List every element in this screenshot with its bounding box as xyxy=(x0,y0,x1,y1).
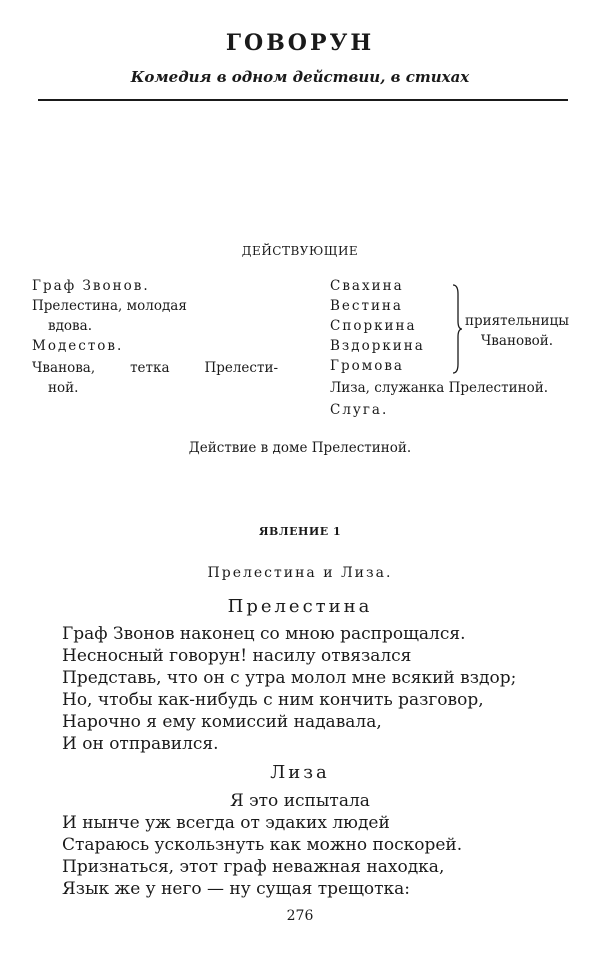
cast-chvanova-cont: ной. xyxy=(48,380,79,396)
verse-line: И нынче уж всегда от эдаких людей xyxy=(62,813,390,833)
friends-note-line-2: Чвановой. xyxy=(480,333,554,349)
verse-line: Признаться, этот граф неважная находка, xyxy=(62,857,445,877)
verse-line: Несносный говорун! насилу отвязался xyxy=(62,646,412,666)
verse-line: Нарочно я ему комиссий надавала, xyxy=(62,712,382,732)
verse-line: Но, чтобы как-нибудь с ним кончить разговор, xyxy=(62,690,484,710)
cast-prelestina xyxy=(32,296,187,316)
friends-note-line-1: приятельницы xyxy=(465,313,569,329)
play-title: ГОВОРУН xyxy=(225,30,375,56)
cast-heading: ДЕЙСТВУЮЩИЕ xyxy=(241,244,359,258)
page-number: 276 xyxy=(286,908,314,924)
cast-left-line-2: Прелестина, молодая xyxy=(32,298,187,314)
speaker-liza: Лиза xyxy=(270,762,330,783)
curly-brace-icon xyxy=(452,284,462,374)
verse-line: Я это испытала xyxy=(230,791,370,811)
verse-line: Представь, что он с утра молол мне всякий вздор; xyxy=(62,668,517,688)
cast-prelestina-cont xyxy=(48,316,92,336)
cast-gromova: Громова xyxy=(330,358,404,374)
verse-line: Граф Звонов наконец со мною распрощался. xyxy=(62,624,466,644)
cast-servant: Слуга. xyxy=(330,402,389,418)
play-subtitle: Комедия в одном действии, в стихах xyxy=(130,68,470,86)
verse-line: И он отправился. xyxy=(62,734,219,754)
cast-chvanova: Чванова, тетка Прелести- xyxy=(32,360,278,376)
cast-vestina: Вестина xyxy=(330,298,403,314)
stage-direction: Прелестина и Лиза. xyxy=(207,565,393,581)
cast-liza: Лиза, служанка Прелестиной. xyxy=(330,380,548,396)
title-divider xyxy=(38,99,568,101)
scene-title: ЯВЛЕНИЕ 1 xyxy=(258,525,342,538)
verse-line: Стараюсь ускользнуть как можно поскорей. xyxy=(62,835,463,855)
setting-note: Действие в доме Прелестиной. xyxy=(188,440,412,456)
cast-left-line-3: вдова. xyxy=(48,318,92,334)
speaker-prelestina: Прелестина xyxy=(227,596,373,617)
verse-line: Язык же у него — ну сущая трещотка: xyxy=(62,879,411,899)
cast-sporkina: Споркина xyxy=(330,318,417,334)
cast-graf-zvonov xyxy=(32,276,150,296)
cast-svakhina: Свахина xyxy=(330,278,404,294)
friends-note xyxy=(462,311,572,351)
cast-vzdorkina: Вздоркина xyxy=(330,338,425,354)
cast-modestov: Модестов. xyxy=(32,338,124,354)
cast-left-line-1: Граф Звонов. xyxy=(32,278,150,294)
